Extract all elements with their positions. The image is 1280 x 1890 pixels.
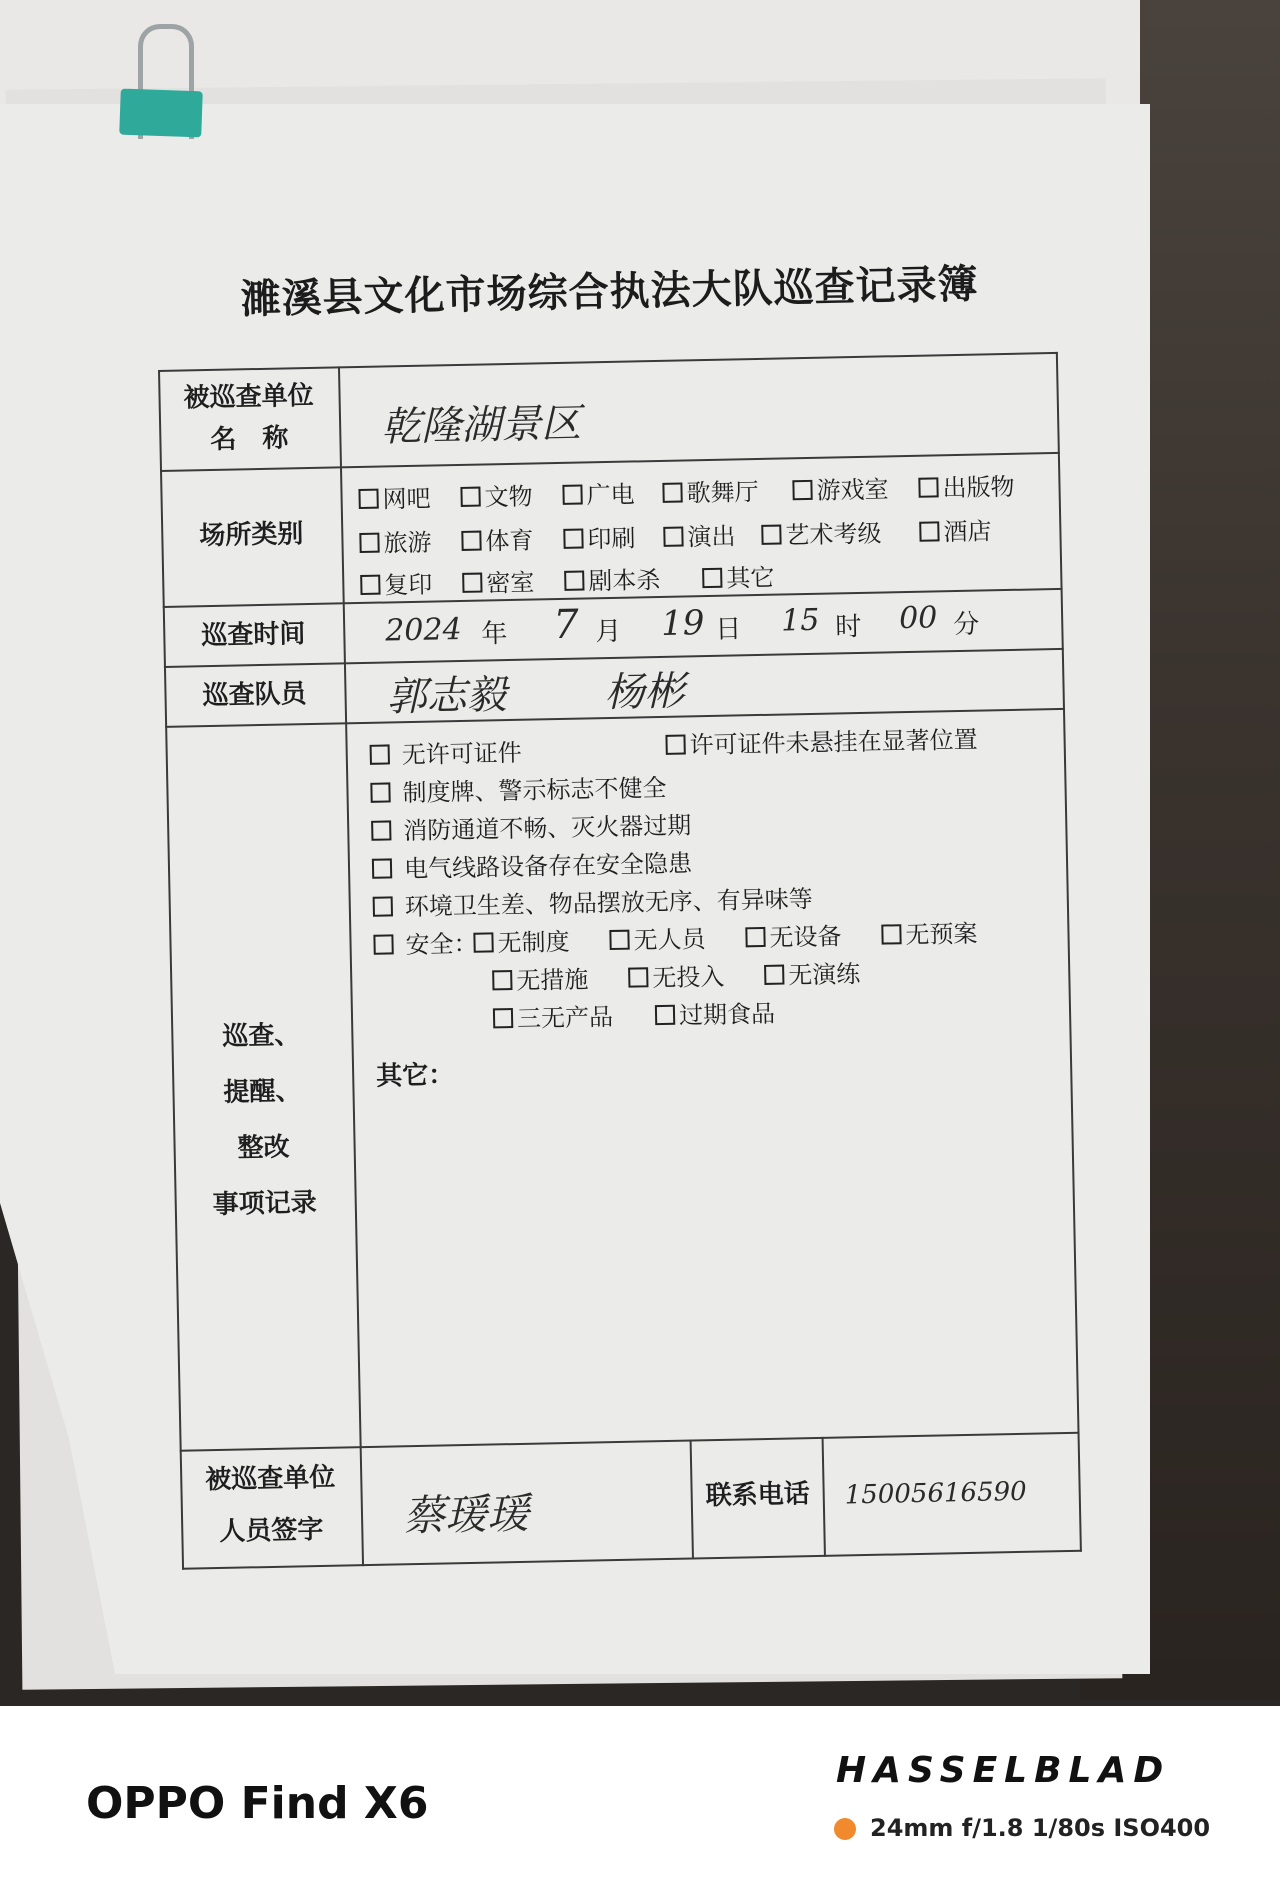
binder-clip	[119, 89, 203, 138]
orange-dot-icon	[834, 1818, 856, 1840]
camera-specs-text: 24mm f/1.8 1/80s ISO400	[870, 1814, 1211, 1842]
category-option[interactable]: 游戏室	[792, 469, 889, 506]
time-hour: 15	[780, 602, 820, 639]
phone-number: 15005616590	[844, 1476, 1027, 1511]
device-name: OPPO Find X6	[86, 1778, 429, 1829]
check-no-license[interactable]: 无许可证件	[369, 733, 522, 771]
camera-specs	[834, 1814, 1210, 1842]
category-option[interactable]: 出版物	[918, 467, 1015, 504]
time-minute-unit: 分	[952, 609, 980, 641]
category-option[interactable]: 酒店	[919, 511, 992, 547]
camera-watermark-bar	[0, 1706, 1280, 1890]
time-month-unit: 月	[595, 616, 622, 648]
category-option[interactable]: 印刷	[563, 518, 636, 554]
time-year: 2024	[384, 611, 462, 649]
category-option[interactable]: 歌舞厅	[662, 472, 759, 509]
time-year-unit: 年	[481, 619, 508, 650]
member-name: 郭志毅	[386, 672, 508, 721]
check-safety[interactable]: 安全：	[373, 924, 478, 961]
category-label: 场所类别	[199, 519, 304, 552]
camera-brand: HASSELBLAD	[836, 1750, 1171, 1791]
inspection-form	[158, 352, 1082, 1570]
category-option[interactable]: 剧本杀	[564, 560, 661, 597]
category-option[interactable]: 艺术考级	[761, 514, 882, 551]
safety-option[interactable]: 无措施	[492, 959, 589, 996]
category-option[interactable]: 广电	[562, 474, 635, 510]
check-fire-safety[interactable]: 消防通道不畅、灭火器过期	[371, 805, 692, 846]
category-option[interactable]: 旅游	[359, 523, 432, 559]
safety-option[interactable]: 无制度	[473, 922, 570, 959]
safety-option[interactable]: 无设备	[745, 916, 842, 953]
safety-option[interactable]: 无投入	[628, 957, 725, 994]
member-name: 杨彬	[604, 668, 686, 717]
category-option[interactable]: 密室	[462, 562, 535, 598]
unit-name-value: 乾隆湖景区	[380, 400, 582, 451]
other-label: 其它：	[375, 1060, 455, 1092]
check-license-not-displayed[interactable]: 许可证件未悬挂在显著位置	[665, 720, 978, 761]
category-option[interactable]: 网吧	[358, 479, 431, 515]
time-hour-unit: 时	[835, 611, 862, 643]
unit-name-label-line1: 被巡查单位	[183, 380, 314, 414]
time-day-unit: 日	[715, 614, 742, 645]
record-label-line: 提醒、	[223, 1076, 302, 1108]
grid-line	[180, 1432, 1080, 1452]
time-month: 7	[552, 601, 580, 649]
category-option[interactable]: 演出	[663, 516, 736, 552]
time-minute: 00	[898, 600, 938, 637]
check-hygiene[interactable]: 环境卫生差、物品摆放无序、有异味等	[372, 879, 813, 923]
safety-option[interactable]: 三无产品	[493, 997, 614, 1034]
record-label-line: 整改	[237, 1132, 290, 1164]
phone-label: 联系电话	[705, 1479, 810, 1512]
record-label	[171, 1006, 355, 1234]
check-signage[interactable]: 制度牌、警示标志不健全	[370, 768, 667, 809]
check-electrical[interactable]: 电气线路设备存在安全隐患	[372, 843, 693, 884]
unit-name-label-line2: 名 称	[210, 423, 289, 455]
safety-option[interactable]: 无演练	[764, 954, 861, 991]
members-label: 巡查队员	[202, 679, 307, 712]
category-option[interactable]: 文物	[460, 477, 533, 513]
safety-option[interactable]: 无预案	[881, 914, 978, 951]
record-label-line: 事项记录	[212, 1187, 318, 1221]
category-option[interactable]: 其它	[702, 558, 775, 594]
sign-label-line2: 人员签字	[219, 1514, 324, 1548]
signature: 蔡瑗瑗	[402, 1488, 530, 1541]
safety-option[interactable]: 过期食品	[655, 994, 776, 1031]
category-option[interactable]: 复印	[360, 565, 433, 601]
safety-option[interactable]: 无人员	[609, 919, 706, 956]
document-title: 濉溪县文化市场综合执法大队巡查记录簿	[240, 260, 979, 323]
category-option[interactable]: 体育	[461, 521, 534, 557]
record-label-line: 巡查、	[222, 1020, 301, 1052]
time-label: 巡查时间	[201, 619, 306, 652]
sign-label-line1: 被巡查单位	[204, 1462, 336, 1496]
time-day: 19	[660, 603, 705, 644]
